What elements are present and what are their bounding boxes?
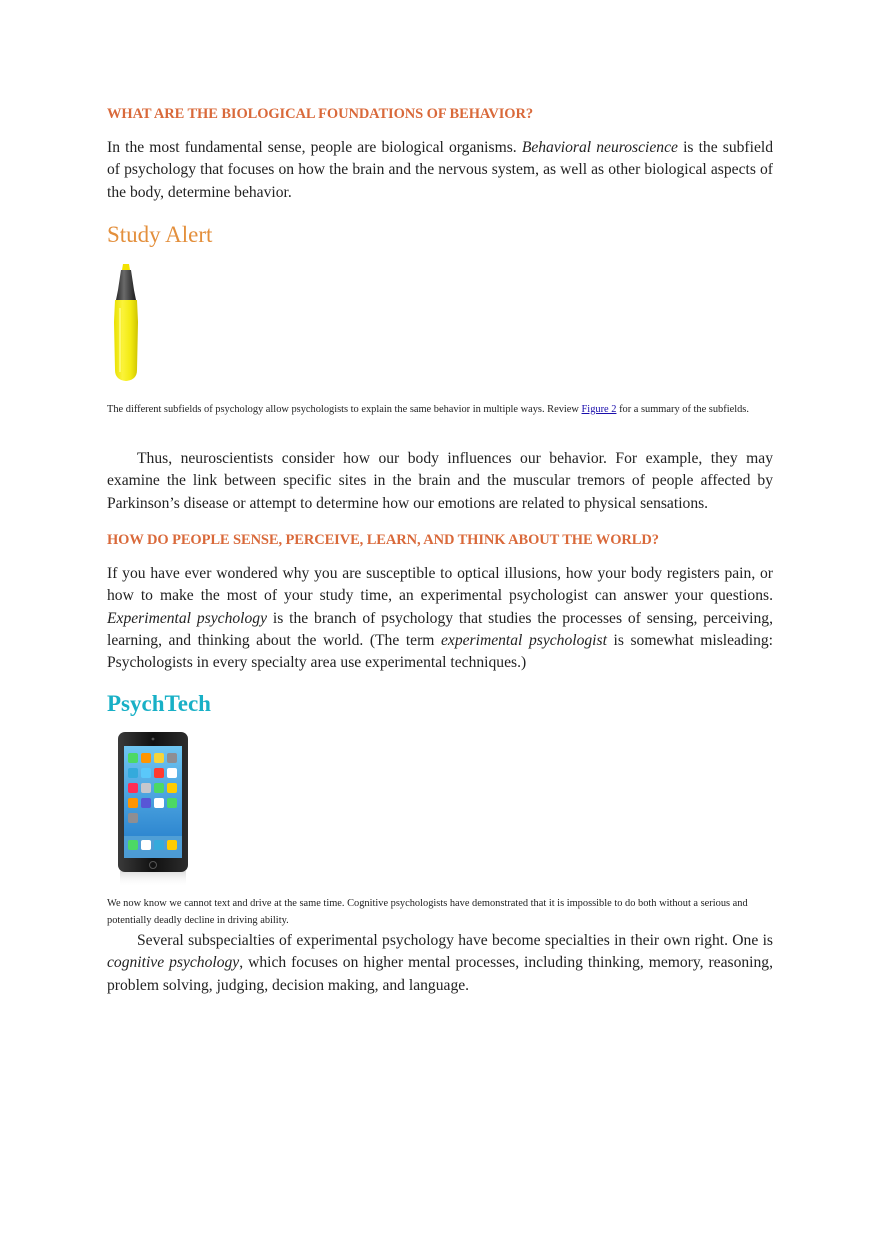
paragraph-biological: [107, 137, 773, 204]
study-alert-caption: [107, 402, 773, 419]
text-run: The different subfields of psychology allow psychologists to explain the same behavior in multiple ways. Review: [107, 404, 579, 415]
paragraph-neuroscientists: Thus, neuroscientists consider how our body influences our behavior. For example, they may examine the link between specific sites in the brain and the muscular tremors of people affected by Parkinson’s disease or attempt to determine how our emotions are related to physical sensations.: [107, 450, 773, 512]
text-run: is somewhat misleading: Psychologists in every specialty area use experimental techniques.): [107, 631, 773, 672]
highlighter-icon: [109, 262, 143, 384]
smartphone-image: [116, 731, 190, 887]
emphasis-term: Behavioral neuroscience: [521, 139, 678, 156]
paragraph-cognitive: [107, 930, 773, 997]
text-run: is the subfield of psychology that focuses on how the brain and the nervous system, as well as other biological aspects of the body, determine behavior.: [107, 139, 774, 201]
psychtech-caption: We now know we cannot text and drive at the same time. Cognitive psychologists have demonstrated that it is impossible to do both without a serious and potentially deadly decline in driving ability.: [107, 898, 748, 926]
paragraph-experimental: [107, 563, 773, 674]
figure-2-link[interactable]: Figure 2: [581, 404, 617, 415]
emphasis-term: cognitive psychology: [107, 954, 240, 972]
smartphone-icon: [116, 731, 190, 887]
section-heading-biological: WHAT ARE THE BIOLOGICAL FOUNDATIONS OF BEHAVIOR?: [107, 106, 533, 122]
text-run: In the most fundamental sense, people are biological organisms.: [107, 139, 517, 156]
text-run: If you have ever wondered why you are susceptible to optical illusions, how your body registers pain, or how to make the most of your study time, an experimental psychologist can answer your questions.: [107, 565, 773, 605]
section-heading-sense-perceive: HOW DO PEOPLE SENSE, PERCEIVE, LEARN, AND THINK ABOUT THE WORLD?: [107, 532, 659, 548]
text-run: for a summary of the subfields.: [619, 404, 749, 415]
text-run: , which focuses on higher mental processes, including thinking, memory, reasoning, problem solving, judging, decision making, and language.: [107, 954, 773, 994]
emphasis-term: Experimental psychology: [107, 609, 268, 627]
highlighter-image: [109, 262, 143, 384]
study-alert-title: Study Alert: [107, 222, 213, 247]
text-run: is the branch of psychology that studies the processes of sensing, perceiving, learning, and thinking about the world. (The term: [107, 609, 773, 649]
emphasis-term: experimental psychologist: [440, 631, 607, 649]
text-run: Several subspecialties of experimental psychology have become specialties in their own right. One is: [137, 932, 773, 949]
psychtech-title: PsychTech: [107, 691, 211, 716]
